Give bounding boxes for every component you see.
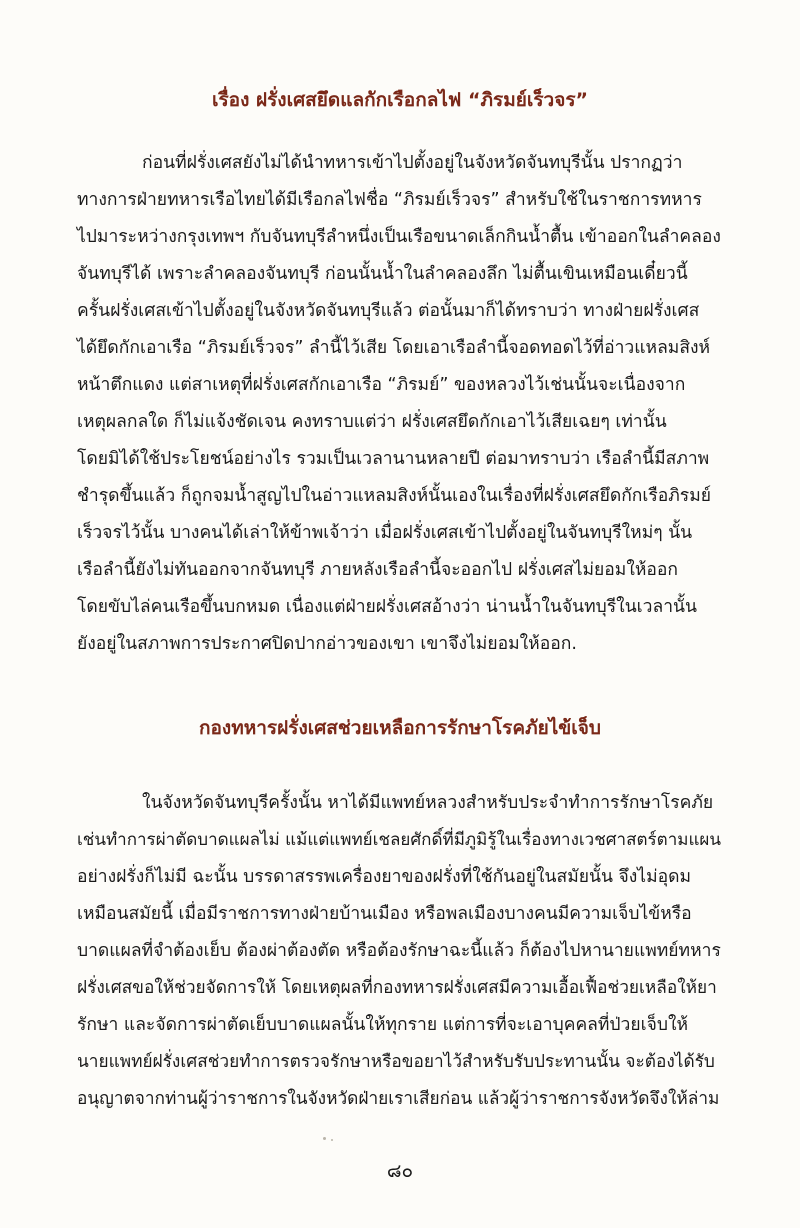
paragraph-line: ชำรุดขึ้นแล้ว ก็ถูกจมน้ำสูญไปในอ่าวแหลมสิงห์นั้นเองในเรื่องที่ฝรั่งเศสยึดกักเรือภิรมย์ (77, 486, 711, 506)
paragraph-line: อนุญาตจากท่านผู้ว่าราชการในจังหวัดฝ่ายเราเสียก่อน แล้วผู้ว่าราชการจังหวัดจึงให้ล่าม (77, 1089, 720, 1109)
paragraph-line: ทางการฝ่ายทหารเรือไทยได้มีเรือกลไฟชื่อ “ภิรมย์เร็วจร” สำหรับใช้ในราชการทหาร (77, 190, 702, 210)
page-number: ๘๐ (386, 1160, 414, 1182)
paragraph-line: เช่นทำการผ่าตัดบาดแผลไม่ แม้แต่แพทย์เชลยศักดิ์ที่มีภูมิรู้ในเรื่องทางเวชศาสตร์ตามแผน (77, 830, 721, 850)
paragraph-line: จันทบุรีได้ เพราะลำคลองจันทบุรี ก่อนนั้นน้ำในลำคลองลึก ไม่ตื้นเขินเหมือนเดี๋ยวนี้ (77, 264, 688, 284)
scan-speck (323, 1137, 326, 1140)
paragraph-line: ยังอยู่ในสภาพการประกาศปิดปากอ่าวของเขา เขาจึงไม่ยอมให้ออก. (77, 634, 577, 654)
paragraph-line: เหมือนสมัยนี้ เมื่อมีราชการทางฝ่ายบ้านเมือง หรือพลเมืองบางคนมีความเจ็บไข้หรือ (77, 904, 692, 924)
paragraph-line: เหตุผลกลใด ก็ไม่แจ้งชัดเจน คงทราบแต่ว่า ฝรั่งเศสยึดกักเอาไว้เสียเฉยๆ เท่านั้น (77, 412, 667, 432)
paragraph-line: โดยมิได้ใช้ประโยชน์อย่างไร รวมเป็นเวลานานหลายปี ต่อมาทราบว่า เรือลำนี้มีสภาพ (77, 449, 710, 469)
paragraph-line: นายแพทย์ฝรั่งเศสช่วยทำการตรวจรักษาหรือขอยาไว้สำหรับรับประทานนั้น จะต้องได้รับ (77, 1052, 715, 1072)
paragraph-line: หน้าตึกแดง แต่สาเหตุที่ฝรั่งเศสกักเอาเรือ “ภิรมย์” ของหลวงไว้เช่นนั้นจะเนื่องจาก (77, 375, 686, 395)
paragraph-line: โดยขับไล่คนเรือขึ้นบกหมด เนื่องแต่ฝ่ายฝรั่งเศสอ้างว่า น่านน้ำในจันทบุรีในเวลานั้น (77, 597, 697, 617)
paragraph-line: เรือลำนี้ยังไม่ทันออกจากจันทบุรี ภายหลังเรือลำนี้จะออกไป ฝรั่งเศสไม่ยอมให้ออก (77, 560, 679, 580)
section-title-medical-aid: กองทหารฝรั่งเศสช่วยเหลือการรักษาโรคภัยไข้เจ็บ (199, 717, 601, 739)
paragraph-line: บาดแผลที่จำต้องเย็บ ต้องผ่าต้องตัด หรือต้องรักษาฉะนี้แล้ว ก็ต้องไปหานายแพทย์ทหาร (77, 941, 721, 961)
scan-speck (331, 1139, 333, 1141)
paragraph-line: ฝรั่งเศสขอให้ช่วยจัดการให้ โดยเหตุผลที่กองทหารฝรั่งเศสมีความเอื้อเฟื้อช่วยเหลือให้ยา (77, 978, 717, 998)
paragraph-line: ครั้นฝรั่งเศสเข้าไปตั้งอยู่ในจังหวัดจันทบุรีแล้ว ต่อนั้นมาก็ได้ทราบว่า ทางฝ่ายฝรั่งเศส (77, 301, 700, 321)
paragraph-line: ก่อนที่ฝรั่งเศสยังไม่ได้นำทหารเข้าไปตั้งอยู่ในจังหวัดจันทบุรีนั้น ปรากฏว่า (142, 153, 683, 173)
paragraph-line: ไปมาระหว่างกรุงเทพฯ กับจันทบุรีลำหนึ่งเป็นเรือขนาดเล็กกินน้ำตื้น เข้าออกในลำคลอง (77, 227, 721, 247)
paragraph-line: เร็วจรไว้นั้น บางคนได้เล่าให้ข้าพเจ้าว่า เมื่อฝรั่งเศสเข้าไปตั้งอยู่ในจันทบุรีใหม่ๆ นั้น (77, 523, 693, 543)
paragraph-line: รักษา และจัดการผ่าตัดเย็บบาดแผลนั้นให้ทุกราย แต่การที่จะเอาบุคคลที่ป่วยเจ็บให้ (77, 1015, 689, 1035)
paragraph-line: อย่างฝรั่งก็ไม่มี ฉะนั้น บรรดาสรรพเครื่องยาของฝรั่งที่ใช้กันอยู่ในสมัยนั้น จึงไม่อุดม (77, 867, 692, 887)
paragraph-line: ในจังหวัดจันทบุรีครั้งนั้น หาได้มีแพทย์หลวงสำหรับประจำทำการรักษาโรคภัย (142, 793, 714, 813)
paragraph-line: ได้ยึดกักเอาเรือ “ภิรมย์เร็วจร” ลำนี้ไว้เสีย โดยเอาเรือลำนี้จอดทอดไว้ที่อ่าวแหลมสิงห์ (77, 338, 711, 358)
section-title-seizure: เรื่อง ฝรั่งเศสยึดแลกักเรือกลไฟ “ภิรมย์เร็วจร” (211, 89, 589, 111)
